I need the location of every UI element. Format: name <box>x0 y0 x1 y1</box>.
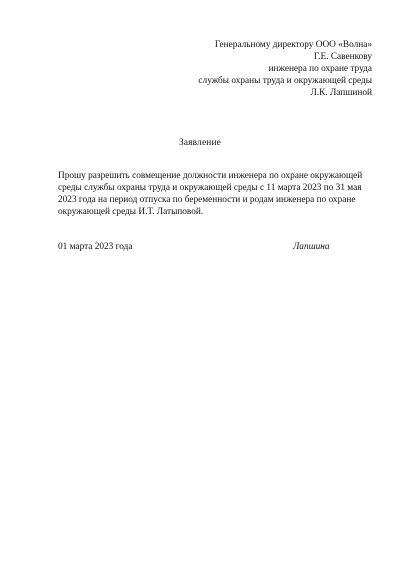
addressee-name: Г.Е. Савенкову <box>313 52 372 62</box>
document-title: Заявление <box>179 138 221 148</box>
addressee-block <box>112 39 372 99</box>
document-date: 01 марта 2023 года <box>58 242 133 252</box>
sender-name: Л.К. Лапшиной <box>310 88 372 98</box>
body-line: Прошу разрешить совмещение должности инженера по охране окружающей <box>58 171 363 181</box>
sender-department: службы охраны труда и окружающей среды <box>198 76 372 86</box>
body-line: среды службы охраны труда и окружающей среды с 11 марта 2023 по 31 мая <box>58 183 362 193</box>
body-line: 2023 года на период отпуска по беременности и родам инженера по охране <box>58 195 356 205</box>
addressee-position: Генеральному директору ООО «Волна» <box>214 40 372 50</box>
body-line: окружающей среды И.Т. Латыповой. <box>58 207 204 217</box>
document-body <box>58 170 363 218</box>
signature: Лапшина <box>293 242 330 252</box>
sender-position: инженера по охране труда <box>268 64 372 74</box>
